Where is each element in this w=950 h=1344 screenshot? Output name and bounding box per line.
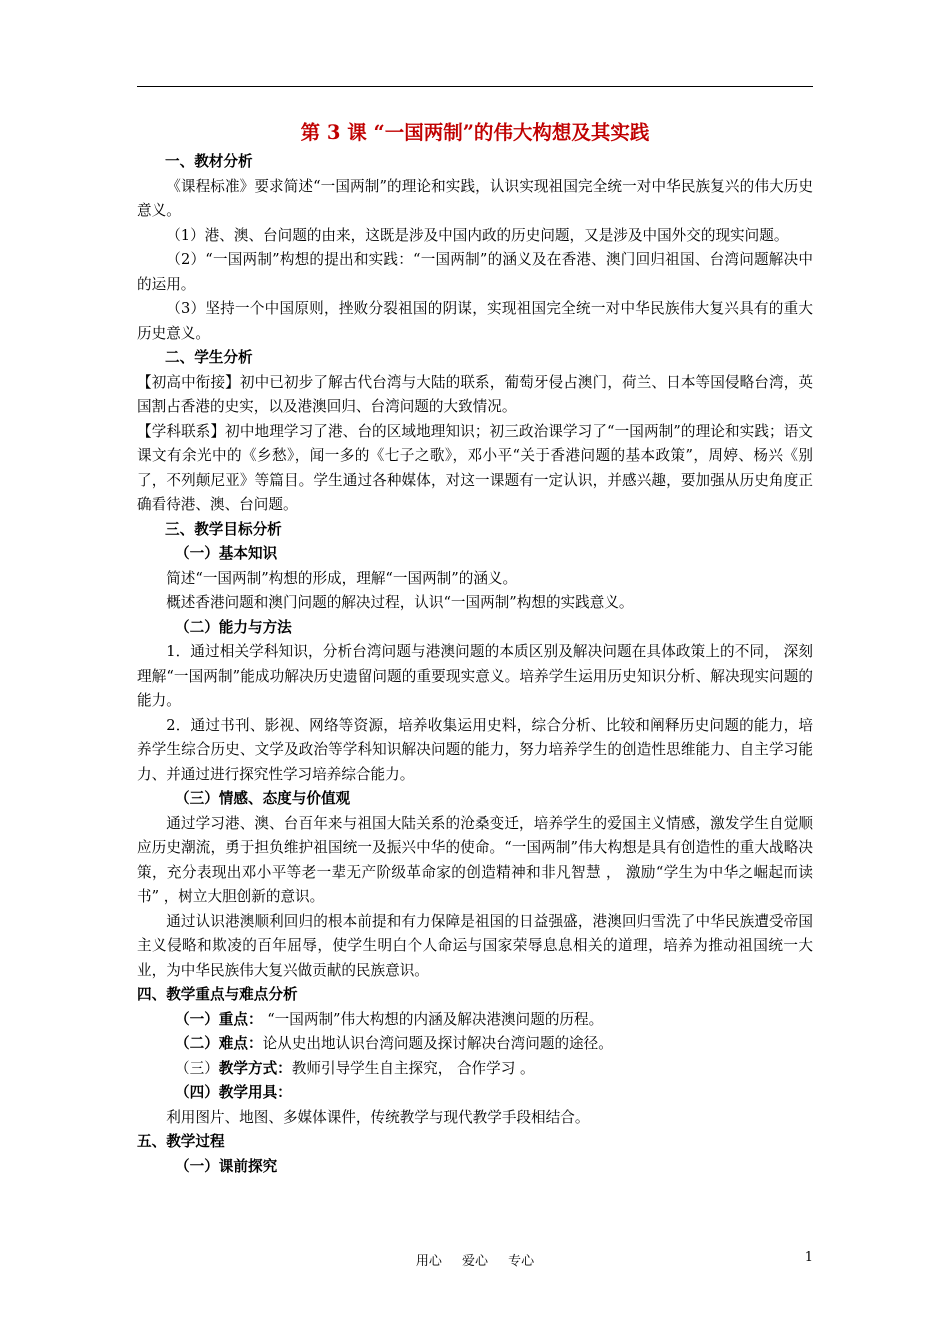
sec4-line-3 bbox=[137, 1057, 813, 1082]
sec3-sub1-p2: 概述香港问题和澳门问题的解决过程，认识“一国两制”构想的实践意义。 bbox=[166, 594, 634, 611]
sec4-l2-label: （二）难点： bbox=[175, 1035, 263, 1052]
section-4-heading: 四、教学重点与难点分析 bbox=[137, 986, 298, 1003]
sec4-l3-label: 教学方式： bbox=[218, 1059, 292, 1077]
sec4-line-2 bbox=[137, 1032, 813, 1057]
sec4-line-4-text: 利用图片、地图、多媒体课件，传统教学与现代教学手段相结合。 bbox=[166, 1108, 590, 1126]
document-body bbox=[137, 118, 813, 1179]
sec3-sub3-heading: （三）情感、态度与价值观 bbox=[175, 790, 351, 807]
sec4-l2-text: 论从史出地认识台湾问题及探讨解决台湾问题的途径。 bbox=[262, 1035, 613, 1052]
sec1-item-1: （1）港、澳、台问题的由来，这既是涉及中国内政的历史问题，又是涉及中国外交的现实问题。 bbox=[166, 226, 789, 244]
footer-motto: 用心 爱心 专心 bbox=[415, 1254, 535, 1269]
lesson-title: 第 3 课 “一国两制”的伟大构想及其实践 bbox=[300, 121, 650, 144]
sec3-sub2-p2: 2．通过书刊、影视、网络等资源，培养收集运用史料，综合分析、比较和阐释历史问题的能力，培养学生综合历史、文学及政治等学科知识解决问题的能力，努力培养学生的创造性思维能力、自主学习能力、并通过进行探究性学习培养综合能力。 bbox=[137, 716, 813, 783]
sec1-item-3: （3）坚持一个中国原则，挫败分裂祖国的阴谋，实现祖国完全统一对中华民族伟大复兴具有的重大历史意义。 bbox=[137, 300, 813, 342]
sec4-l3-text: 教师引导学生自主探究， 合作学习 。 bbox=[291, 1059, 535, 1077]
page-footer bbox=[137, 1250, 813, 1270]
sec2-paragraph-2: 【学科联系】初中地理学习了港、台的区域地理知识；初三政治课学习了“一国两制”的理论和实践；语文课文有余光中的《乡愁》，闻一多的《七子之歌》，邓小平“关于香港问题的基本政策”，周婷、杨兴《别了，不列颠尼亚》等篇目。学生通过各种媒体，对这一课题有一定认识，并感兴趣，要加强从历史角度正确看待港、澳、台问题。 bbox=[137, 422, 813, 513]
sec4-line-1 bbox=[137, 1008, 813, 1033]
section-5-heading: 五、教学过程 bbox=[137, 1133, 225, 1150]
section-3-heading: 三、教学目标分析 bbox=[165, 520, 282, 538]
sec4-line-4-heading: （四）教学用具： bbox=[175, 1084, 292, 1101]
section-2-heading: 二、学生分析 bbox=[165, 349, 253, 366]
sec3-sub1-p1: 简述“一国两制”构想的形成，理解“一国两制”的涵义。 bbox=[166, 569, 518, 587]
sec4-l1-text: “一国两制”伟大构想的内涵及解决港澳问题的历程。 bbox=[262, 1010, 604, 1028]
sec3-sub3-p2: 通过认识港澳顺利回归的根本前提和有力保障是祖国的日益强盛，港澳回归雪洗了中华民族遭受帝国主义侵略和欺凌的百年屈辱，使学生明白个人命运与国家荣辱息息相关的道理，培养为推动祖国统一大业，为中华民族伟大复兴做贡献的民族意识。 bbox=[137, 912, 813, 979]
sec3-sub3-p1: 通过学习港、澳、台百年来与祖国大陆关系的沧桑变迁，培养学生的爱国主义情感，激发学生自觉顺应历史潮流，勇于担负维护祖国统一及振兴中华的使命。“一国两制”伟大构想是具有创造性的重大战略决策，充分表现出邓小平等老一辈无产阶级革命家的创造精神和非凡智慧 ， 激励“学生为中华之崛起而读书” ，树立大胆创新的意识。 bbox=[137, 814, 813, 905]
sec4-l1-label: （一）重点： bbox=[175, 1010, 263, 1028]
sec4-l3-pre: （三） bbox=[175, 1059, 219, 1077]
section-1-heading: 一、教材分析 bbox=[165, 153, 253, 170]
sec3-sub2-p1: 1．通过相关学科知识，分析台湾问题与港澳问题的本质区别及解决问题在具体政策上的不同， 深刻理解“一国两制”能成功解决历史遗留问题的重要现实意义。培养学生运用历史知识分析、解决现实问题的能力。 bbox=[137, 643, 813, 709]
sec1-item-2: （2）“一国两制”构想的提出和实践：“一国两制”的涵义及在香港、澳门回归祖国、台湾问题解决中的运用。 bbox=[137, 251, 813, 293]
header-rule bbox=[137, 86, 813, 87]
page-number: 1 bbox=[804, 1250, 813, 1265]
sec5-sub1-heading: （一）课前探究 bbox=[175, 1157, 278, 1175]
sec1-intro: 《课程标准》要求简述“一国两制”的理论和实践，认识实现祖国完全统一对中华民族复兴的伟大历史意义。 bbox=[137, 177, 813, 219]
sec3-sub2-heading: （二）能力与方法 bbox=[175, 618, 292, 636]
sec2-paragraph-1: 【初高中衔接】初中已初步了解古代台湾与大陆的联系，葡萄牙侵占澳门，荷兰、日本等国侵略台湾，英国割占香港的史实，以及港澳回归、台湾问题的大致情况。 bbox=[137, 373, 813, 415]
sec3-sub1-heading: （一）基本知识 bbox=[175, 545, 278, 562]
